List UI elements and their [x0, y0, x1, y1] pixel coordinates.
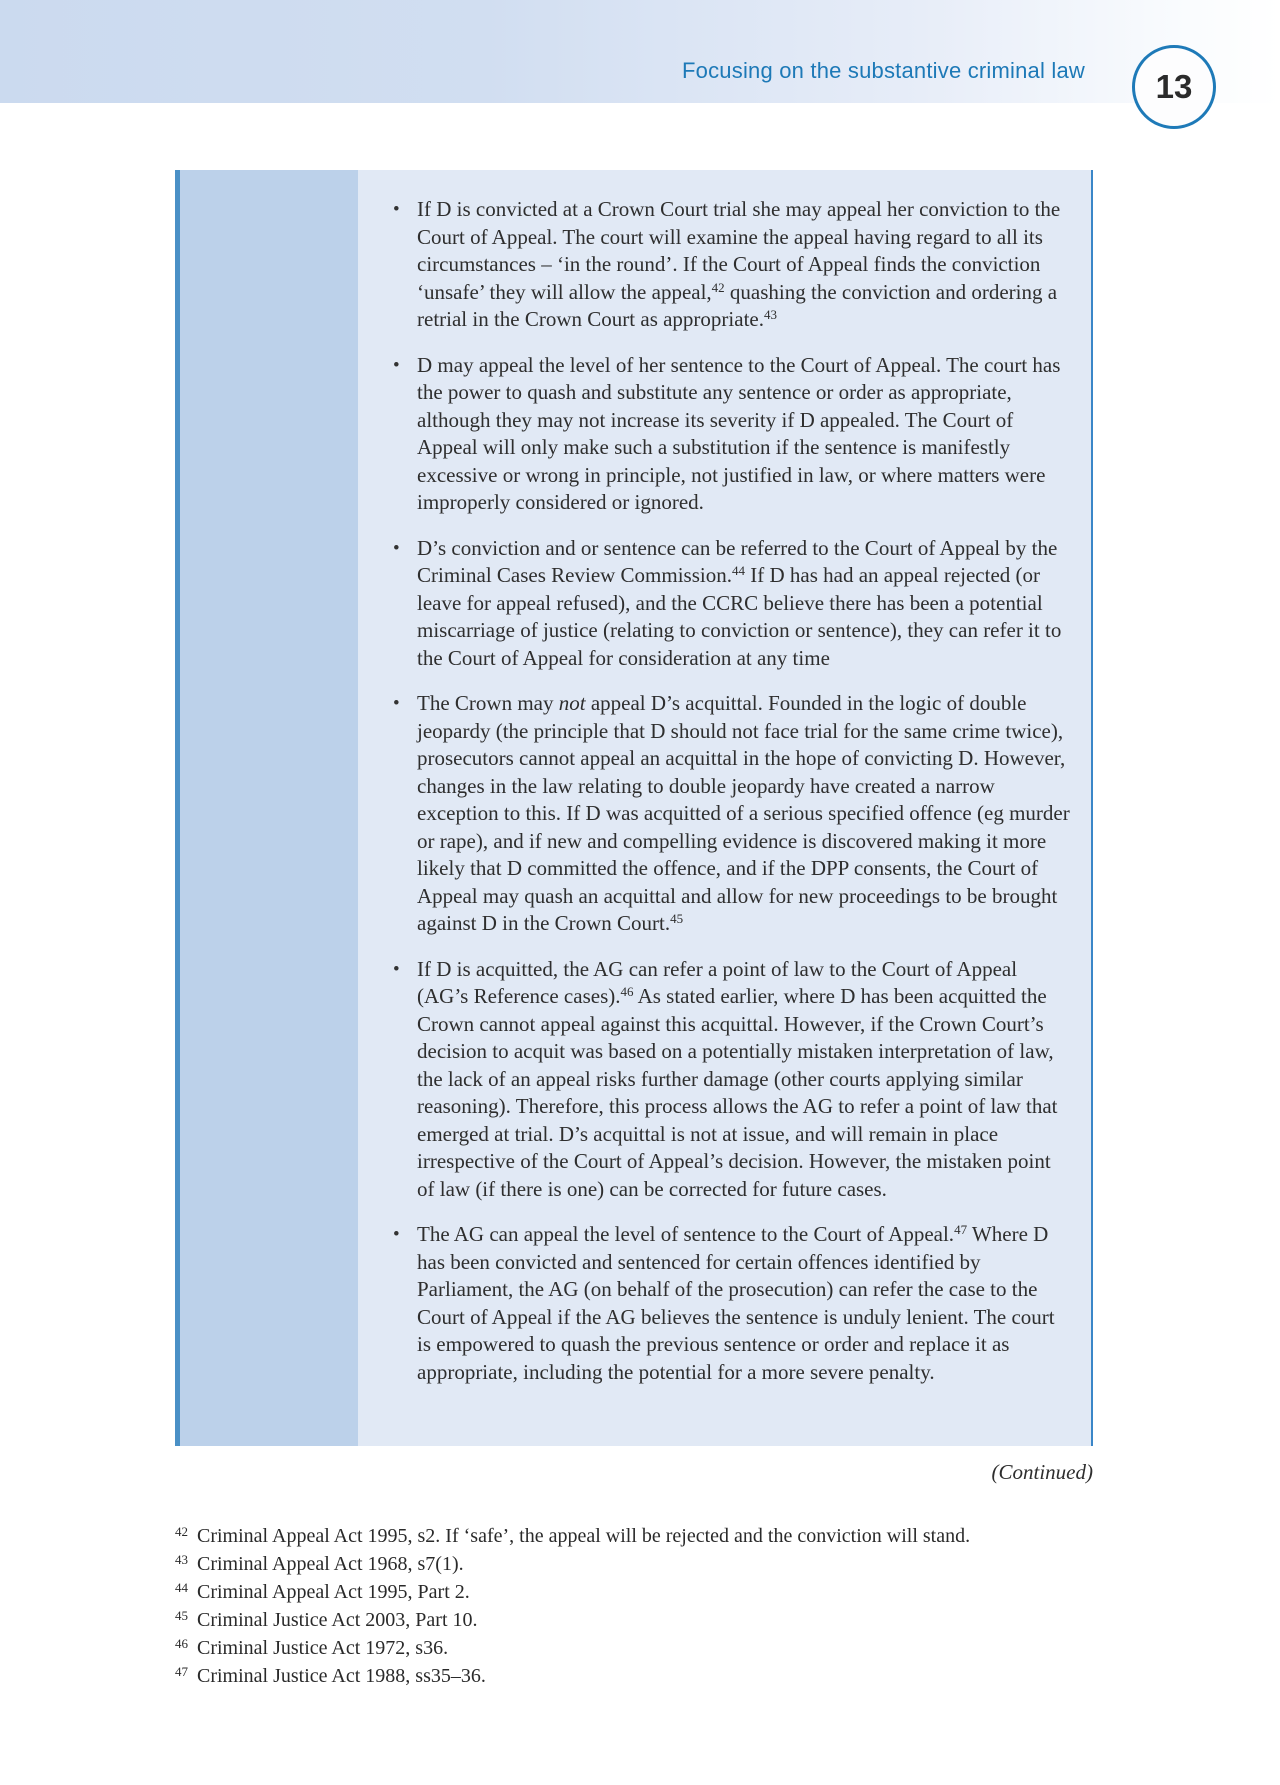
footnote-text: Criminal Appeal Act 1968, s7(1).: [197, 1553, 464, 1575]
panel-sidebar-cell: [180, 170, 358, 1446]
panel-content-cell: [358, 170, 1091, 1446]
footnote-text: Criminal Appeal Act 1995, Part 2.: [197, 1581, 470, 1603]
panel-bullet-item: • If D is acquitted, the AG can refer a point of law to the Court of Appeal (AG’s Reference cases).$^{46}$ As stated earlier, where D has been acquitted the Crown cannot appeal against this acquittal. However, if the Crown Court’s decision to acquit was based on a potentially mistaken interpretation of law, the lack of an appeal risks further damage (other courts applying similar reasoning). Therefore, this process allows the AG to refer a point of law that emerged at trial. D’s acquittal is not at issue, and will remain in place irrespective of the Court of Appeal’s decision. However, the mistaken point of law (if there is one) can be corrected for future cases.: [386, 956, 1071, 1204]
header-gradient-band: [0, 0, 1280, 103]
footnote-number: 47: [175, 1664, 188, 1679]
footnote-item: [175, 1662, 1115, 1690]
footnote-reference: 44: [732, 563, 745, 578]
footnote-reference: 43: [763, 307, 777, 322]
footnote-text: Criminal Appeal Act 1995, s2. If ‘safe’, the appeal will be rejected and the conviction will stand.: [197, 1525, 971, 1547]
footnote-text: Criminal Justice Act 2003, Part 10.: [197, 1609, 478, 1631]
page-number: 13: [1155, 68, 1193, 105]
bullet-list: [386, 196, 1071, 1386]
appeals-info-panel: [175, 170, 1093, 1446]
footnote-number: 44: [175, 1580, 188, 1595]
footnote-item: [175, 1578, 1115, 1606]
footnote-reference: 46: [620, 984, 634, 999]
continued-note: (Continued): [991, 1460, 1093, 1484]
footnote-reference: 42: [711, 279, 725, 295]
footnote-number: 43: [175, 1552, 188, 1567]
footnote-text: Criminal Justice Act 1988, ss35–36.: [197, 1665, 486, 1687]
panel-bullet-item: • The Crown may not appeal D’s acquittal. Founded in the logic of double jeopardy (the principle that D should not face trial for the same crime twice), prosecutors cannot appeal an acquittal in the hope of convicting D. However, changes in the law relating to double jeopardy have created a narrow exception to this. If D was acquitted of a serious specified offence (eg murder or rape), and if new and compelling evidence is discovered making it more likely that D committed the offence, and if the DPP consents, the Court of Appeal may quash an acquittal and allow for new proceedings to be brought against D in the Crown Court.$^{45}$: [386, 690, 1071, 938]
panel-bullet-item: • If D is convicted at a Crown Court trial she may appeal her conviction to the Court of Appeal. The court will examine the appeal having regard to all its circumstances – ‘in the round’. If the Court of Appeal finds the conviction ‘unsafe’ they will allow the appeal,$^{42}$ quashing the conviction and ordering a retrial in the Crown Court as appropriate.$^{43}$: [386, 196, 1071, 334]
panel-bullet-item: • D may appeal the level of her sentence to the Court of Appeal. The court has the power to quash and substitute any sentence or order as appropriate, although they may not increase its severity if D appealed. The Court of Appeal will only make such a substitution if the sentence is manifestly excessive or wrong in principle, not justified in law, or where matters were improperly considered or ignored.: [386, 352, 1071, 517]
footnote-item: [175, 1634, 1115, 1662]
panel-bullet-item: • D’s conviction and or sentence can be referred to the Court of Appeal by the Criminal Cases Review Commission.$^{44}$ If D has had an appeal rejected (or leave for appeal refused), and the CCRC believe there has been a potential miscarriage of justice (relating to conviction or sentence), they can refer it to the Court of Appeal for consideration at any time: [386, 535, 1071, 673]
footnote-reference: 47: [954, 1222, 968, 1237]
footnote-item: [175, 1550, 1115, 1578]
footnote-number: 45: [175, 1608, 188, 1623]
footnote-item: [175, 1522, 1115, 1550]
footnote-text: Criminal Justice Act 1972, s36.: [197, 1637, 449, 1659]
footnote-item: [175, 1606, 1115, 1634]
footnote-number: 42: [175, 1524, 188, 1539]
page-number-badge: [1132, 45, 1216, 129]
footnote-reference: 45: [670, 911, 684, 926]
running-header-title: Focusing on the substantive criminal law: [682, 58, 1085, 83]
panel-bullet-item: • The AG can appeal the level of sentence to the Court of Appeal.$^{47}$ Where D has been convicted and sentenced for certain offences identified by Parliament, the AG (on behalf of the prosecution) can refer the case to the Court of Appeal if the AG believes the sentence is unduly lenient. The court is empowered to quash the previous sentence or order and replace it as appropriate, including the potential for a more severe penalty.: [386, 1221, 1071, 1386]
footnotes-section: [175, 1522, 1115, 1690]
footnote-number: 46: [175, 1636, 188, 1651]
